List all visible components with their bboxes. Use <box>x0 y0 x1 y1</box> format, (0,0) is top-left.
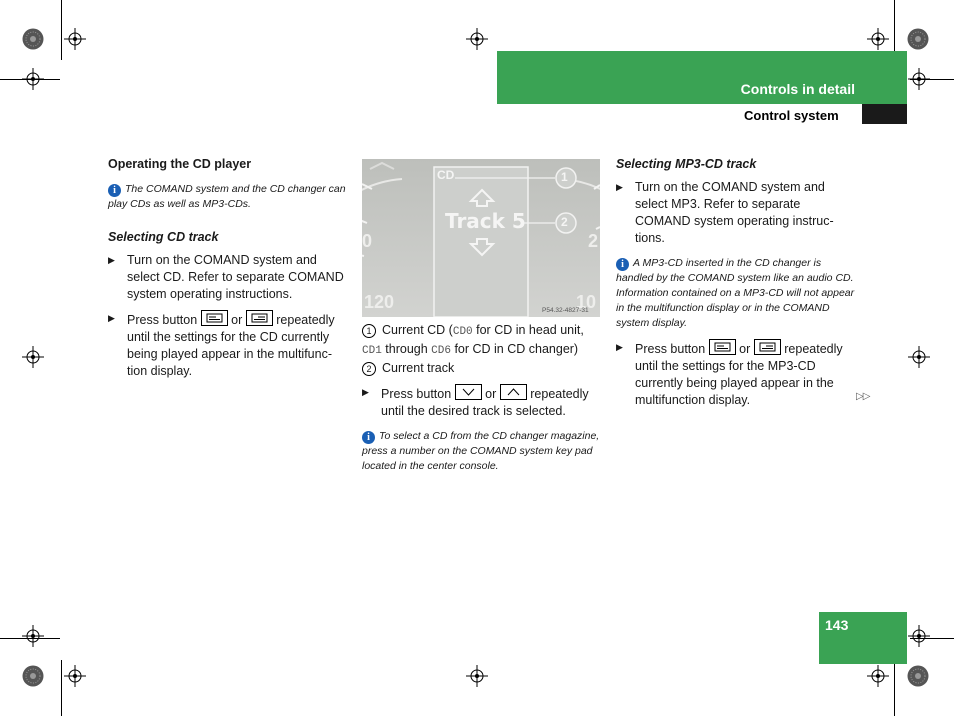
instruction-text: repeatedly until the settings for the CD currently being played appear in the multifunc-tion display. <box>127 313 335 378</box>
registration-mark-icon <box>22 625 44 647</box>
instruction-text: or <box>485 387 497 401</box>
next-source-button-icon <box>754 339 781 355</box>
instruction-step <box>108 252 348 303</box>
section-header-band <box>497 51 907 104</box>
subheading: Selecting MP3-CD track <box>616 157 757 171</box>
instruction-text: or <box>231 313 243 327</box>
color-rosette-icon <box>22 28 44 50</box>
registration-mark-icon <box>908 346 930 368</box>
registration-mark-icon <box>466 28 488 50</box>
right-column <box>616 156 856 409</box>
registration-mark-icon <box>908 625 930 647</box>
legend-code: CD0 <box>452 326 473 338</box>
legend-number: 2 <box>362 362 376 376</box>
legend-text: for CD in head unit, <box>472 323 584 337</box>
subheading: Selecting CD track <box>108 230 219 244</box>
instruction-step <box>616 179 856 247</box>
registration-mark-icon <box>64 665 86 687</box>
subsection-title: Control system <box>744 108 839 123</box>
display-source-label: CD <box>437 168 455 182</box>
gauge-label: 120 <box>364 292 395 312</box>
section-title: Controls in detail <box>740 81 855 97</box>
registration-mark-icon <box>466 665 488 687</box>
registration-mark-icon <box>867 28 889 50</box>
page-number-band <box>819 612 907 664</box>
subsection-marker <box>862 104 907 124</box>
legend-text: Current track <box>382 361 455 375</box>
figure-code: P54.32-4827-31 <box>542 307 589 314</box>
instruction-text: repeatedly until the desired track is selected. <box>381 387 589 418</box>
instruction-step <box>362 384 607 420</box>
track-up-button-icon <box>500 384 527 400</box>
gauge-label: 10 <box>576 292 597 312</box>
info-note-text: The COMAND system and the CD changer can play CDs as well as MP3-CDs. <box>108 183 346 210</box>
info-note-text: A MP3-CD inserted in the CD changer is handled by the COMAND system like an audio CD. Information contained on a MP3-CD will not appear in the multifunction display or in the COMAND system display. <box>616 257 855 329</box>
color-rosette-icon <box>22 665 44 687</box>
registration-mark-icon <box>867 665 889 687</box>
instruction-step <box>108 310 348 380</box>
legend-text: for CD in CD changer) <box>450 342 579 356</box>
registration-mark-icon <box>64 28 86 50</box>
legend-number: 1 <box>362 324 376 338</box>
gauge-label: 0 <box>362 231 373 251</box>
color-rosette-icon <box>907 28 929 50</box>
info-icon: i <box>616 258 629 271</box>
previous-source-button-icon <box>709 339 736 355</box>
next-source-button-icon <box>246 310 273 326</box>
bullet-arrow-icon: ▶ <box>108 313 115 323</box>
instruction-text: or <box>739 342 751 356</box>
instruction-text: repeatedly until the settings for the MP3-CD currently being played appear in the multifunction display. <box>635 342 843 407</box>
callout-1: 1 <box>561 170 568 184</box>
legend-item <box>362 360 607 377</box>
continued-marker: ▷▷ <box>856 391 870 402</box>
legend-text: Current CD ( <box>382 323 453 337</box>
color-rosette-icon <box>907 665 929 687</box>
registration-mark-icon <box>22 346 44 368</box>
info-icon: i <box>108 184 121 197</box>
bullet-arrow-icon: ▶ <box>616 182 623 192</box>
instrument-cluster-photo <box>362 159 600 317</box>
info-note <box>108 182 348 212</box>
left-column <box>108 156 348 380</box>
previous-source-button-icon <box>201 310 228 326</box>
instruction-step <box>616 339 856 409</box>
instruction-text: Press button <box>127 313 198 327</box>
instruction-text: Turn on the COMAND system and select MP3. Refer to separate COMAND system operating instruc-tions. <box>635 180 834 245</box>
gauge-label: 2 <box>588 231 599 251</box>
info-icon: i <box>362 431 375 444</box>
middle-column <box>362 322 607 474</box>
registration-mark-icon <box>22 68 44 90</box>
instruction-text: Turn on the COMAND system and select CD. Refer to separate COMAND system operating instructions. <box>127 253 344 301</box>
legend-item <box>362 322 607 360</box>
track-down-button-icon <box>455 384 482 400</box>
bullet-arrow-icon: ▶ <box>616 342 623 352</box>
display-track-label: Track 5 <box>445 209 526 233</box>
registration-mark-icon <box>908 68 930 90</box>
bullet-arrow-icon: ▶ <box>108 255 115 265</box>
callout-2: 2 <box>561 215 568 229</box>
legend-code: CD6 <box>431 345 451 357</box>
page-number: 143 <box>825 617 849 633</box>
section-heading: Operating the CD player <box>108 157 252 171</box>
bullet-arrow-icon: ▶ <box>362 387 369 397</box>
instruction-text: Press button <box>635 342 706 356</box>
legend-text: through <box>381 342 432 356</box>
info-note-text: To select a CD from the CD changer magazine, press a number on the COMAND system key pad located in the center console. <box>362 430 600 472</box>
instruction-text: Press button <box>381 387 452 401</box>
legend-code: CD1 <box>362 345 382 357</box>
info-note <box>362 429 607 474</box>
info-note <box>616 256 856 331</box>
